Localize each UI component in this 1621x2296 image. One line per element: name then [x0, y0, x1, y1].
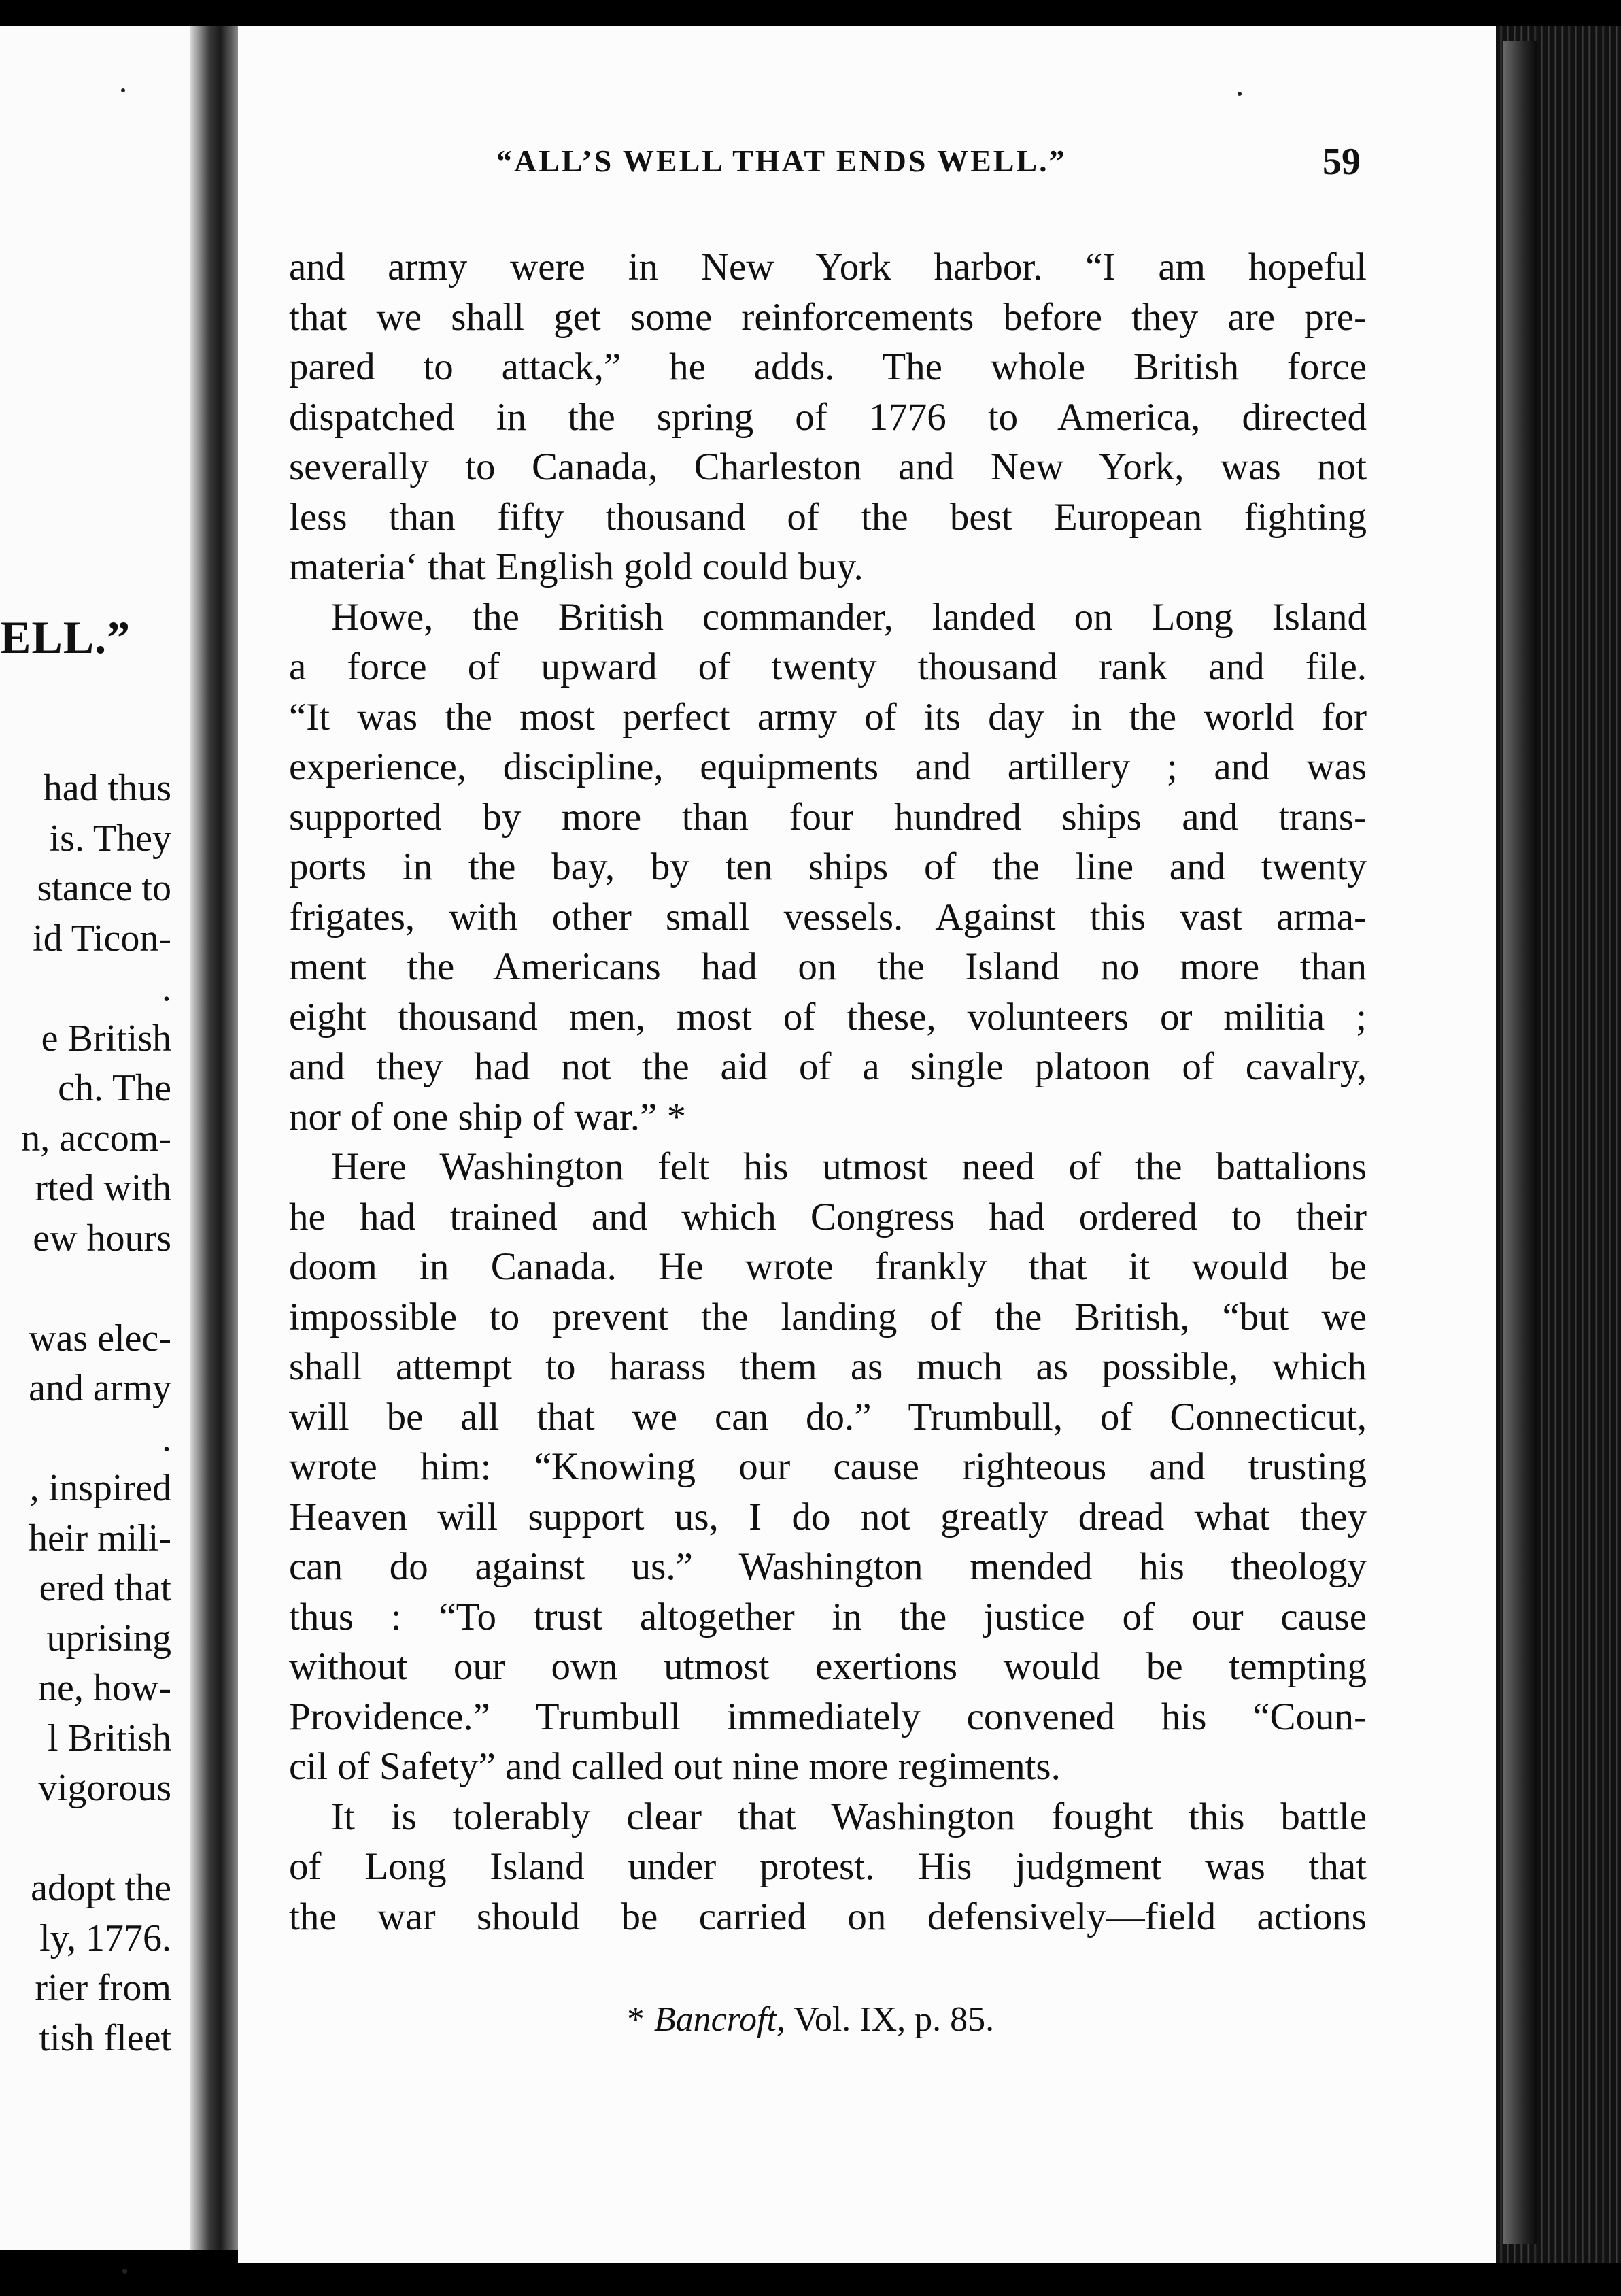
page-number: 59: [1323, 141, 1361, 183]
text-line: dispatched in the spring of 1776 to America, directed: [289, 395, 1367, 439]
text-line: It is tolerably clear that Washington fought this battle: [331, 1795, 1367, 1838]
left-page-line: rted with: [35, 1167, 171, 1209]
scan-speck: [121, 88, 125, 92]
footnote: [0, 1999, 1621, 2040]
scan-speck: [122, 2269, 127, 2274]
left-page-line: rier from: [35, 1967, 171, 2009]
left-page-line: [0, 1264, 171, 1314]
text-line: experience, discipline, equipments and artillery ; and was: [289, 745, 1367, 788]
text-line: can do against us.” Washington mended his theology: [289, 1545, 1367, 1588]
text-line: supported by more than four hundred ships and trans-: [289, 795, 1367, 839]
text-line: impossible to prevent the landing of the British, “but we: [289, 1295, 1367, 1338]
left-page-line: l British: [47, 1717, 171, 1759]
left-page-line: adopt the: [31, 1867, 171, 1909]
left-page-line: ne, how-: [38, 1667, 171, 1709]
text-line: ment the Americans had on the Island no more than: [289, 945, 1367, 988]
left-page-line: had thus: [43, 767, 171, 809]
left-page-line: stance to: [37, 867, 171, 909]
text-line: will be all that we can do.” Trumbull, of Connecticut,: [289, 1395, 1367, 1438]
body-text: [289, 242, 1367, 1942]
text-line: pared to attack,” he adds. The whole British force: [289, 345, 1367, 388]
left-page-line: .: [162, 967, 171, 1009]
left-facing-page: [0, 26, 197, 2250]
left-page-line: uprising: [46, 1617, 171, 1659]
left-page-running-head: ELL.”: [0, 611, 131, 663]
text-line: severally to Canada, Charleston and New York, was not: [289, 445, 1367, 488]
text-line: less than fifty thousand of the best European fighting: [289, 495, 1367, 539]
text-line: frigates, with other small vessels. Against this vast arma-: [289, 895, 1367, 939]
text-line: the war should be carried on defensively—field actions: [289, 1895, 1367, 1938]
text-line: that we shall get some reinforcements before they are pre-: [289, 295, 1367, 339]
left-page-line: is. They: [49, 817, 171, 860]
text-line: nor of one ship of war.” *: [289, 1095, 687, 1138]
left-page-line: id Ticon-: [33, 917, 171, 960]
text-line: materiaʻ that English gold could buy.: [289, 545, 864, 588]
left-page-line: was elec-: [29, 1317, 171, 1360]
text-line: eight thousand men, most of these, volunteers or militia ;: [289, 995, 1367, 1039]
left-page-line: heir mili-: [29, 1517, 171, 1559]
left-page-line: ch. The: [58, 1067, 171, 1109]
text-line: and they had not the aid of a single platoon of cavalry,: [289, 1045, 1367, 1088]
text-line: shall attempt to harass them as much as possible, which: [289, 1345, 1367, 1388]
text-line: he had trained and which Congress had ordered to their: [289, 1195, 1367, 1238]
left-page-line: ly, 1776.: [39, 1917, 171, 1959]
left-page-line: [0, 1814, 171, 1864]
left-page-line: e British: [41, 1017, 171, 1060]
text-line: “It was the most perfect army of its day in the world for: [289, 695, 1367, 739]
text-line: doom in Canada. He wrote frankly that it would be: [289, 1245, 1367, 1288]
left-page-line: n, accom-: [21, 1117, 171, 1160]
left-page-line: , inspired: [29, 1467, 171, 1509]
footnote-detail: Vol. IX, p. 85.: [793, 2000, 995, 2039]
page-edge-shadow: [1503, 41, 1537, 2244]
text-line: of Long Island under protest. His judgment was that: [289, 1845, 1367, 1888]
left-page-text: [0, 764, 171, 2063]
left-page-line: ew hours: [33, 1217, 171, 1260]
left-page-line: tish fleet: [39, 2016, 171, 2059]
text-line: wrote him: “Knowing our cause righteous and trusting: [289, 1445, 1367, 1488]
scan-speck: [1238, 92, 1242, 96]
text-line: without our own utmost exertions would be tempting: [289, 1645, 1367, 1688]
text-line: thus : “To trust altogether in the justice of our cause: [289, 1595, 1367, 1638]
text-line: Providence.” Trumbull immediately convened his “Coun-: [289, 1695, 1367, 1738]
book-gutter: [190, 26, 245, 2250]
footnote-mark: *: [626, 2000, 645, 2039]
left-page-line: ered that: [39, 1567, 171, 1609]
left-page-line: vigorous: [38, 1767, 171, 1809]
left-page-line: .: [162, 1417, 171, 1459]
text-line: ports in the bay, by ten ships of the line and twenty: [289, 845, 1367, 888]
footnote-source: Bancroft,: [653, 2000, 785, 2039]
text-line: Heaven will support us, I do not greatly dread what they: [289, 1495, 1367, 1538]
text-line: Here Washington felt his utmost need of the battalions: [331, 1145, 1367, 1188]
text-line: and army were in New York harbor. “I am hopeful: [289, 246, 1367, 288]
text-line: a force of upward of twenty thousand rank and file.: [289, 645, 1367, 688]
text-line: Howe, the British commander, landed on Long Island: [331, 595, 1367, 639]
text-line: cil of Safety” and called out nine more regiments.: [289, 1745, 1061, 1788]
left-page-line: and army: [29, 1367, 171, 1409]
running-title: “ALL’S WELL THAT ENDS WELL.”: [496, 144, 1067, 178]
